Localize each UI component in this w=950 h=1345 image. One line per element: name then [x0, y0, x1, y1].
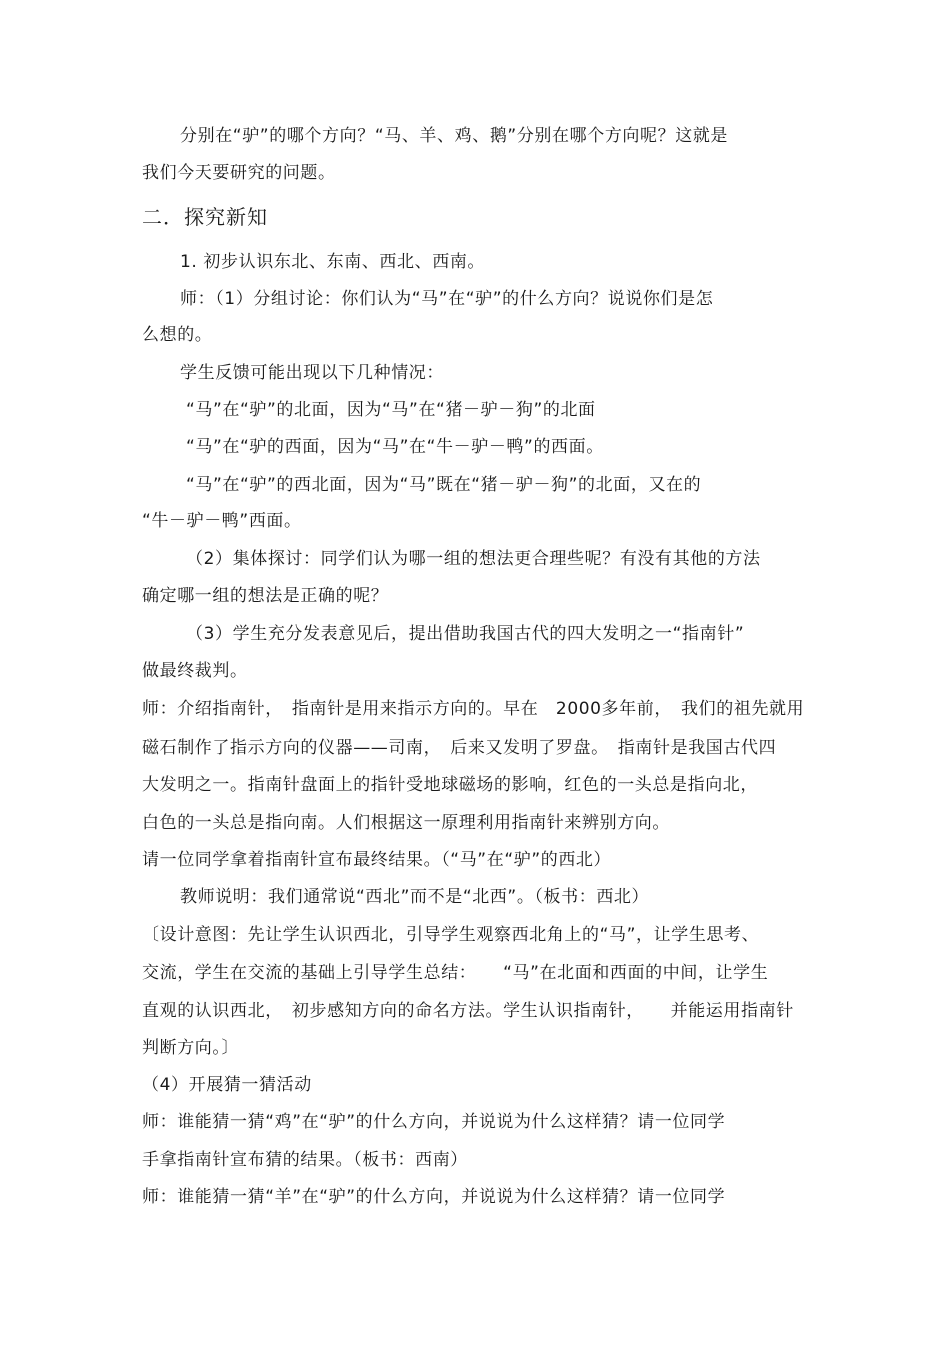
- paragraph-line: （4）开展猜一猜活动: [142, 1075, 312, 1095]
- paragraph-line: “马”在“驴”的西北面，因为“马”既在“猪－驴－狗”的北面，又在的: [186, 475, 702, 495]
- paragraph-line: 大发明之一。指南针盘面上的指针受地球磁场的影响，红色的一头总是指向北，: [142, 775, 758, 795]
- paragraph-line: 教师说明：我们通常说“西北”而不是“北西”。（板书：西北）: [180, 887, 650, 907]
- paragraph-line: “马”在“驴的西面，因为“马”在“牛－驴－鸭”的西面。: [186, 437, 604, 457]
- paragraph-line: 判断方向。〕: [142, 1038, 240, 1058]
- paragraph-line: 师：谁能猜一猜“鸡”在“驴”的什么方向，并说说为什么这样猜？请一位同学: [142, 1112, 726, 1132]
- paragraph-line: 交流，学生在交流的基础上引导学生总结： “马”在北面和西面的中间，让学生: [142, 963, 769, 983]
- paragraph-line: 师：（1）分组讨论：你们认为“马”在“驴”的什么方向？说说你们是怎: [180, 289, 714, 309]
- paragraph-line: 做最终裁判。: [142, 661, 248, 681]
- paragraph-line: 手拿指南针宣布猜的结果。（板书：西南）: [142, 1150, 468, 1170]
- paragraph-line: 1. 初步认识东北、东南、西北、西南。: [180, 252, 486, 272]
- paragraph-line: 学生反馈可能出现以下几种情况：: [180, 363, 444, 383]
- paragraph-line: 请一位同学拿着指南针宣布最终结果。（“马”在“驴”的西北）: [142, 850, 612, 870]
- paragraph-line: 师：谁能猜一猜“羊”在“驴”的什么方向，并说说为什么这样猜？请一位同学: [142, 1187, 726, 1207]
- section-heading: 二．探究新知: [142, 205, 268, 229]
- paragraph-line: 分别在“驴”的哪个方向？“马、羊、鸡、鹅”分别在哪个方向呢？这就是: [180, 126, 729, 146]
- paragraph-line: （2）集体探讨：同学们认为哪一组的想法更合理些呢？有没有其他的方法: [186, 549, 761, 569]
- paragraph-line: （3）学生充分发表意见后，提出借助我国古代的四大发明之一“指南针”: [186, 624, 745, 644]
- paragraph-line: 师：介绍指南针， 指南针是用来指示方向的。早在 2000多年前， 我们的祖先就用: [142, 699, 805, 719]
- paragraph-line: 直观的认识西北， 初步感知方向的命名方法。学生认识指南针， 并能运用指南针: [142, 1001, 794, 1021]
- paragraph-line: 么想的。: [142, 325, 213, 345]
- paragraph-line: 磁石制作了指示方向的仪器——司南， 后来又发明了罗盘。 指南针是我国古代四: [142, 738, 777, 758]
- paragraph-line: “牛－驴－鸭”西面。: [142, 511, 302, 531]
- paragraph-line: 确定哪一组的想法是正确的呢？: [142, 586, 389, 606]
- paragraph-line: “马”在“驴”的北面，因为“马”在“猪－驴－狗”的北面: [186, 400, 596, 420]
- paragraph-line: 我们今天要研究的问题。: [142, 163, 336, 183]
- paragraph-line: 〔设计意图：先让学生认识西北，引导学生观察西北角上的“马”，让学生思考、: [142, 925, 760, 945]
- paragraph-line: 白色的一头总是指向南。人们根据这一原理利用指南针来辨别方向。: [142, 813, 670, 833]
